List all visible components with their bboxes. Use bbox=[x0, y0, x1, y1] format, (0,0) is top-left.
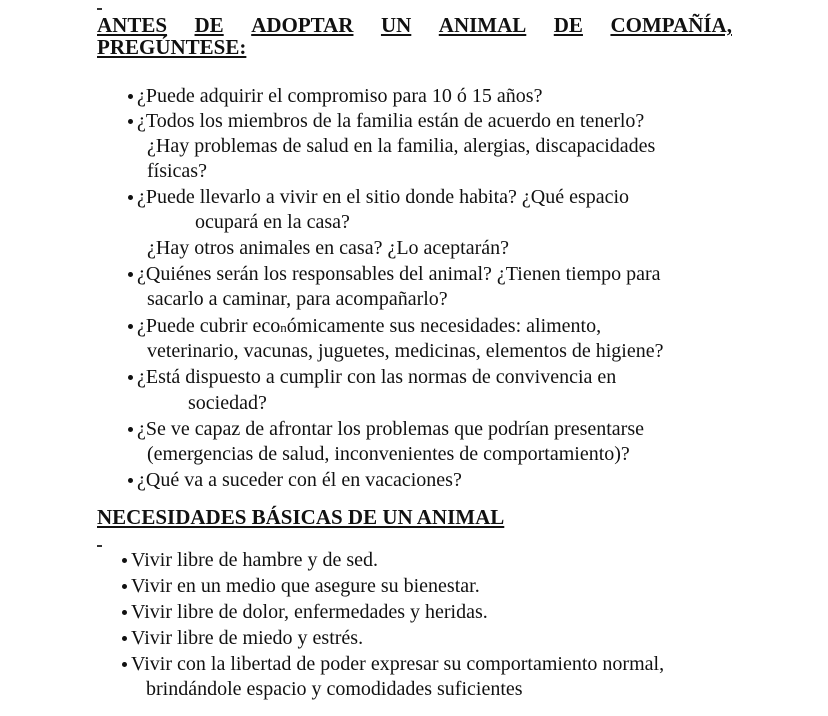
question-text: ¿Qué va a suceder con él en vacaciones? bbox=[137, 469, 462, 491]
question-text: sacarlo a caminar, para acompañarlo? bbox=[147, 288, 448, 310]
bullet-icon bbox=[128, 375, 133, 380]
heading-line2: PREGÚNTESE: bbox=[97, 35, 247, 59]
question-item bbox=[128, 468, 462, 492]
question-text: ómicamente sus necesidades: alimento, bbox=[286, 315, 602, 337]
question-item bbox=[128, 84, 542, 108]
need-text: Vivir libre de hambre y de sed. bbox=[131, 549, 379, 571]
bullet-icon bbox=[128, 119, 133, 124]
question-text: ¿Hay otros animales en casa? ¿Lo aceptarán? bbox=[147, 237, 510, 259]
need-item bbox=[122, 652, 664, 676]
question-text: ¿Todos los miembros de la familia están de acuerdo en tenerlo? bbox=[137, 110, 645, 132]
bullet-icon bbox=[122, 636, 127, 641]
need-item bbox=[122, 574, 480, 598]
question-text: ¿Hay problemas de salud en la familia, alergias, discapacidades bbox=[147, 135, 656, 157]
bullet-icon bbox=[128, 478, 133, 483]
stray-mark bbox=[97, 545, 102, 547]
heading-word: DE bbox=[194, 13, 224, 37]
question-item bbox=[128, 314, 601, 340]
heading-word: ANIMAL bbox=[438, 13, 527, 37]
question-item bbox=[128, 185, 629, 209]
need-text: brindándole espacio y comodidades suficientes bbox=[146, 678, 523, 700]
heading-word: DE bbox=[553, 13, 583, 37]
heading-before-adopting bbox=[97, 14, 732, 58]
bullet-icon bbox=[128, 272, 133, 277]
question-text: ¿Está dispuesto a cumplir con las normas de convivencia en bbox=[137, 366, 617, 388]
need-text: Vivir libre de miedo y estrés. bbox=[131, 627, 364, 649]
need-text: Vivir en un medio que asegure su bienestar. bbox=[131, 575, 480, 597]
bullet-icon bbox=[128, 94, 133, 99]
question-text: (emergencias de salud, inconvenientes de comportamiento)? bbox=[147, 443, 630, 465]
need-item bbox=[122, 548, 378, 572]
bullet-icon bbox=[122, 662, 127, 667]
bullet-icon bbox=[128, 195, 133, 200]
question-text: ocupará en la casa? bbox=[195, 211, 350, 233]
question-item bbox=[128, 262, 661, 286]
question-item bbox=[128, 365, 616, 389]
heading-word: UN bbox=[380, 13, 412, 37]
question-text: veterinario, vacunas, juguetes, medicinas, elementos de higiene? bbox=[147, 340, 664, 362]
bullet-icon bbox=[128, 427, 133, 432]
need-text: Vivir libre de dolor, enfermedades y heridas. bbox=[131, 601, 488, 623]
heading-word: ADOPTAR bbox=[251, 13, 354, 37]
question-text-small: n bbox=[280, 320, 287, 335]
bullet-icon bbox=[122, 558, 127, 563]
question-text: ¿Quiénes serán los responsables del animal? ¿Tienen tiempo para bbox=[137, 263, 661, 285]
question-text: físicas? bbox=[147, 160, 207, 182]
question-text: ¿Puede llevarlo a vivir en el sitio donde habita? ¿Qué espacio bbox=[137, 186, 630, 208]
need-item bbox=[122, 626, 363, 650]
question-text: ¿Puede cubrir eco bbox=[137, 315, 281, 337]
bullet-icon bbox=[128, 324, 133, 329]
heading-word: COMPAÑÍA, bbox=[610, 13, 732, 37]
bullet-icon bbox=[122, 610, 127, 615]
need-text: Vivir con la libertad de poder expresar su comportamiento normal, bbox=[131, 653, 665, 675]
heading-basic-needs: NECESIDADES BÁSICAS DE UN ANIMAL bbox=[97, 505, 505, 529]
question-text: sociedad? bbox=[188, 392, 267, 414]
stray-mark bbox=[97, 8, 102, 10]
heading-word: ANTES bbox=[97, 13, 168, 37]
question-text: ¿Puede adquirir el compromiso para 10 ó 15 años? bbox=[137, 85, 543, 107]
need-item bbox=[122, 600, 488, 624]
question-text: ¿Se ve capaz de afrontar los problemas que podrían presentarse bbox=[137, 418, 645, 440]
bullet-icon bbox=[122, 584, 127, 589]
question-item bbox=[128, 417, 644, 441]
question-item bbox=[128, 109, 644, 133]
